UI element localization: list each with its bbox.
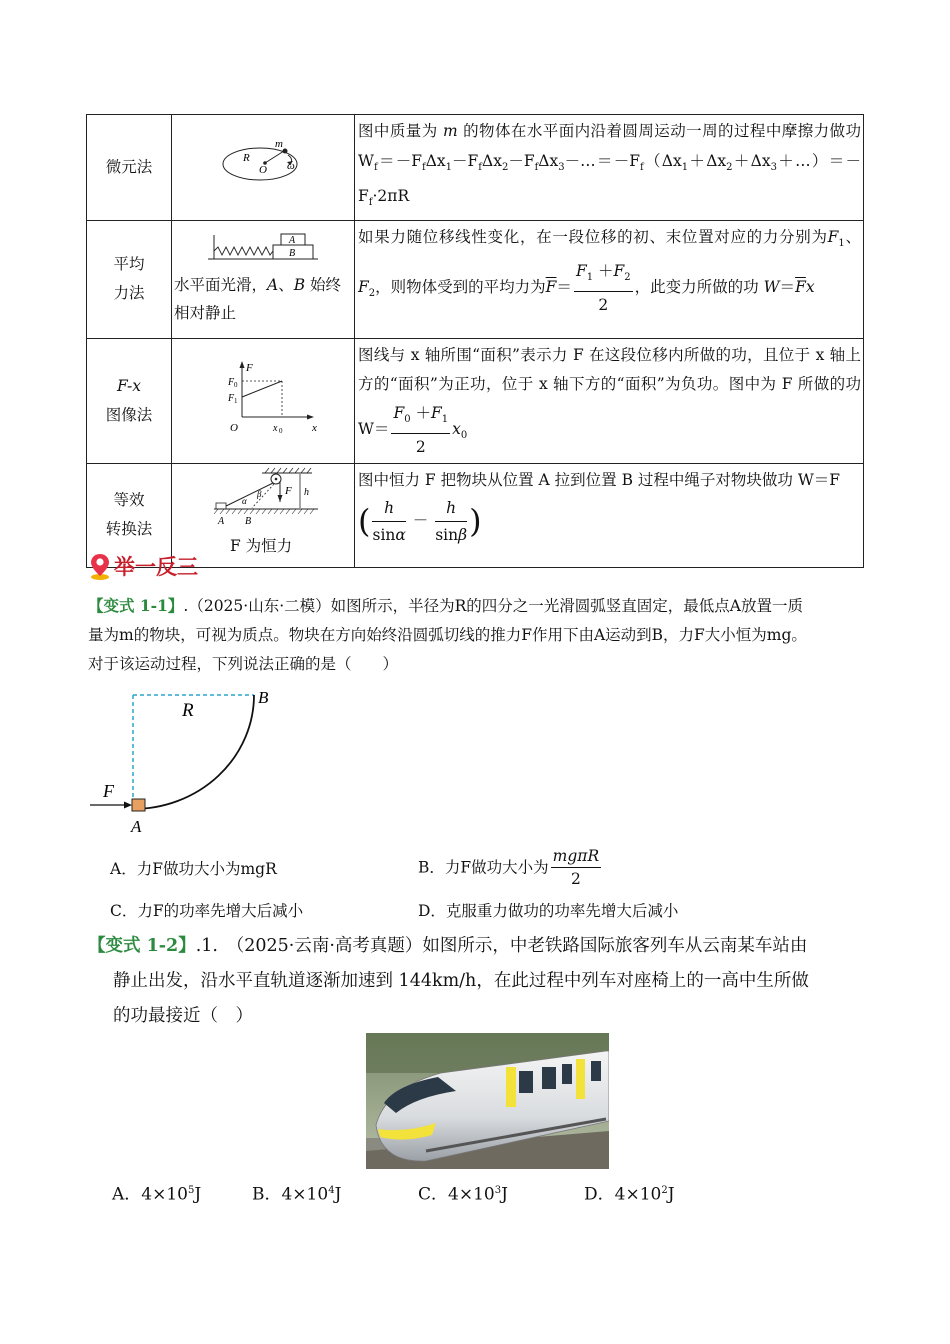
- option-b[interactable]: B．$4\times 10^4J$: [252, 1184, 342, 1205]
- method-name: 平均 力法: [87, 220, 172, 338]
- label-b: B: [245, 515, 252, 527]
- label-f-axis: F: [246, 361, 253, 374]
- fraction: $\frac{\text{mgπR}}{2}$: [552, 847, 600, 888]
- train-image: [366, 1033, 609, 1169]
- option-a[interactable]: A．$4\times 10^5J$: [112, 1184, 202, 1205]
- method-description: 图线与 x 轴所围“面积”表示力 F 在这段位移内所做的功，且位于 x 轴上方的“面积”为正功，位于 x 轴下方的“面积”为负功。图中为 F 所做的功 W＝ $\frac{F_0 +F_1}{2}$ $x_0$: [355, 338, 864, 463]
- method-name: 微元法: [87, 115, 172, 221]
- label-alpha: α: [242, 495, 247, 506]
- svg-text:1: 1: [234, 396, 238, 405]
- label-r: R: [243, 152, 250, 164]
- methods-table: [86, 114, 864, 568]
- label-f0: F: [228, 376, 235, 388]
- question-1-1: 【变式 1-1】.（2025·山东·二模）如图所示，半径为R的四分之一光滑圆弧竖直固定，最低点A放置一质 量为m的物块，可视为质点。物块在方向始终沿圆弧切线的推力F作用下由A运动到B，力F大小恒为mg。 对于该运动过程，下列说法正确的是（ ）: [88, 596, 807, 673]
- method-figure-cell: [172, 220, 355, 338]
- table-row: [87, 220, 864, 338]
- method-figure-cell: [172, 463, 355, 567]
- label-x-axis: x: [312, 421, 317, 434]
- table-row: [87, 338, 864, 463]
- question-tag: 【变式 1-2】: [88, 936, 196, 956]
- option-a[interactable]: A．力F做功大小为mgR: [110, 860, 277, 878]
- svg-text:0: 0: [234, 380, 238, 389]
- label-b: B: [289, 247, 296, 259]
- question-tag: 【变式 1-1】: [88, 596, 184, 615]
- label-x0: x: [273, 422, 278, 434]
- label-a: A: [289, 234, 296, 246]
- label-b: B: [258, 688, 269, 707]
- label-r: R: [182, 700, 194, 721]
- label-f: F: [103, 781, 114, 801]
- section-title: 举一反三: [114, 555, 198, 579]
- figure-caption: 水平面光滑，A、B 始终相对静止: [174, 275, 342, 322]
- option-c[interactable]: C．$4\times 10^3J$: [418, 1184, 508, 1205]
- method-figure-cell: [172, 115, 355, 221]
- label-omega: ω: [287, 160, 295, 172]
- label-beta: β: [257, 488, 262, 499]
- label-f1: F: [228, 392, 235, 404]
- option-d[interactable]: D．$4\times 10^2J$: [584, 1184, 675, 1205]
- fraction: $\frac{F_1 +F_2}{2}$: [574, 258, 633, 318]
- method-name: 等效 转换法: [87, 463, 172, 567]
- label-f: F: [285, 484, 292, 497]
- fraction: $\frac{h}{\sin\alpha}$: [372, 495, 405, 548]
- fraction: $\frac{F_0 +F_1}{2}$: [391, 400, 450, 460]
- label-a: A: [131, 817, 142, 836]
- method-figure-cell: [172, 338, 355, 463]
- circle-motion-figure: [172, 115, 354, 207]
- method-name: F-x 图像法: [87, 338, 172, 463]
- table-row: [87, 463, 864, 567]
- svg-text:0: 0: [279, 426, 283, 435]
- figure-caption: F 为恒力: [230, 536, 293, 555]
- pulley-figure: [172, 464, 354, 534]
- location-pin-icon: [88, 552, 112, 580]
- fraction: $\frac{h}{\sin\beta}$: [435, 495, 467, 548]
- option-d[interactable]: D．克服重力做功的功率先增大后减小: [418, 902, 679, 920]
- question-1-2: 【变式 1-2】.1. （2025·云南·高考真题）如图所示，中老铁路国际旅客列车从云南某车站由 静止出发，沿水平直轨道逐渐加速到 144km/h，在此过程中列车对座椅上的一高中生所做 的功最接近（ ）: [88, 936, 809, 1026]
- label-m: m: [275, 138, 283, 150]
- method-description: 如果力随位移线性变化，在一段位移的初、末位置对应的力分别为$F_1$、$F_2$，则物体受到的平均力为$\overline{F}=$ $\frac{F_1 +F_2}{2}$ ，此变力所做的功 $W=\overline{F}x$: [355, 220, 864, 338]
- section-heading: [88, 551, 198, 581]
- label-origin: O: [230, 421, 238, 434]
- label-o: O: [259, 164, 267, 176]
- option-b[interactable]: B．力F做功大小为 $\frac{\text{mgπR}}{2}$: [418, 847, 600, 888]
- label-h: h: [304, 486, 309, 498]
- method-description: 图中恒力 F 把物块从位置 A 拉到位置 B 过程中绳子对物块做功 W＝F ( $\frac{h}{\sin\alpha}$ － $\frac{h}{\sin\beta}$ ): [355, 463, 864, 567]
- method-description: 图中质量为 m 的物体在水平面内沿着圆周运动一周的过程中摩擦力做功 $W_f=-F_f\Delta x_1-F_f\Delta x_2-F_f\Delta x_3-\dots=-F_f(\Delta x_1+\Delta x_2+\Delta x_3+\dots)=-F_f\cdot 2\pi R$: [355, 115, 864, 221]
- table-row: [87, 115, 864, 221]
- quarter-arc-figure: [86, 682, 286, 837]
- option-c[interactable]: C．力F的功率先增大后减小: [110, 902, 304, 920]
- label-a: A: [218, 515, 225, 527]
- spring-blocks-figure: [172, 221, 354, 271]
- f-x-graph-figure: [172, 339, 354, 459]
